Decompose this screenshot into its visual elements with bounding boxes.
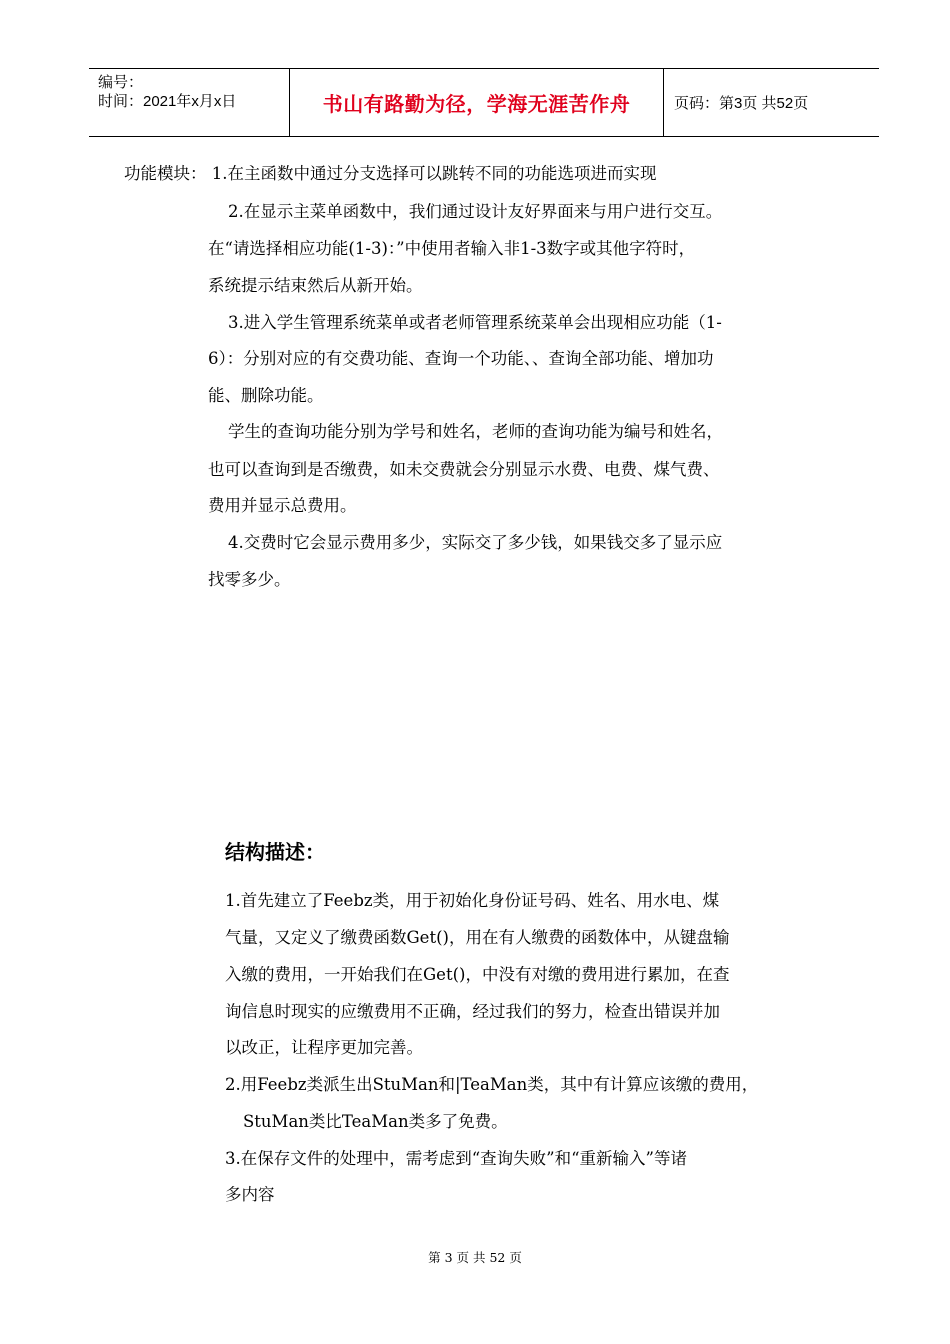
page-header <box>89 68 879 137</box>
paragraph-line: 3.在保存文件的处理中，需考虑到“查询失败”和“重新输入”等诸 <box>225 1149 687 1168</box>
paragraph-line: 学生的查询功能分别为学号和姓名，老师的查询功能为编号和姓名， <box>228 422 723 441</box>
paragraph-line: 能、删除功能。 <box>208 386 324 405</box>
header-page-label: 页码：第3页 共52页 <box>674 95 809 112</box>
paragraph-line: 3.进入学生管理系统菜单或者老师管理系统菜单会出现相应功能（1- <box>228 313 722 332</box>
paragraph-line: 费用并显示总费用。 <box>208 496 357 515</box>
paragraph-line: 询信息时现实的应缴费用不正确，经过我们的努力，检查出错误并加 <box>225 1002 720 1021</box>
paragraph-line: 多内容 <box>225 1185 275 1204</box>
time-label: 时间：2021年x月x日 <box>98 93 237 110</box>
paragraph-line: 在“请选择相应功能(1-3)：”中使用者输入非1-3数字或其他字符时， <box>208 239 696 258</box>
paragraph-line: 以改正，让程序更加完善。 <box>225 1038 423 1057</box>
paragraph-line: 2.在显示主菜单函数中，我们通过设计友好界面来与用户进行交互。 <box>228 202 723 221</box>
header-left-cell <box>89 69 290 136</box>
page-footer: 第 3 页 共 52 页 <box>428 1250 522 1265</box>
paragraph-line: 入缴的费用，一开始我们在Get()，中没有对缴的费用进行累加，在查 <box>225 965 730 984</box>
number-label: 编号： <box>98 74 144 91</box>
paragraph-line: 功能模块： 1.在主函数中通过分支选择可以跳转不同的功能选项进而实现 <box>124 164 657 183</box>
paragraph-line: StuMan类比TeaMan类多了免费。 <box>243 1112 508 1131</box>
paragraph-line: 2.用Feebz类派生出StuMan和|TeaMan类，其中有计算应该缴的费用， <box>225 1075 759 1094</box>
paragraph-line: 6）：分别对应的有交费功能、查询一个功能、、查询全部功能、增加功 <box>208 349 714 368</box>
header-motto: 书山有路勤为径，学海无涯苦作舟 <box>290 69 664 136</box>
paragraph-line: 1.首先建立了Feebz类，用于初始化身份证号码、姓名、用水电、煤 <box>225 891 720 910</box>
paragraph-line: 气量，又定义了缴费函数Get()，用在有人缴费的函数体中，从键盘输 <box>225 928 730 947</box>
paragraph-line: 也可以查询到是否缴费，如未交费就会分别显示水费、电费、煤气费、 <box>208 460 720 479</box>
paragraph-line: 系统提示结束然后从新开始。 <box>208 276 423 295</box>
paragraph-line: 4.交费时它会显示费用多少，实际交了多少钱，如果钱交多了显示应 <box>228 533 723 552</box>
paragraph-line: 找零多少。 <box>208 570 291 589</box>
section-title: 结构描述： <box>225 840 325 864</box>
